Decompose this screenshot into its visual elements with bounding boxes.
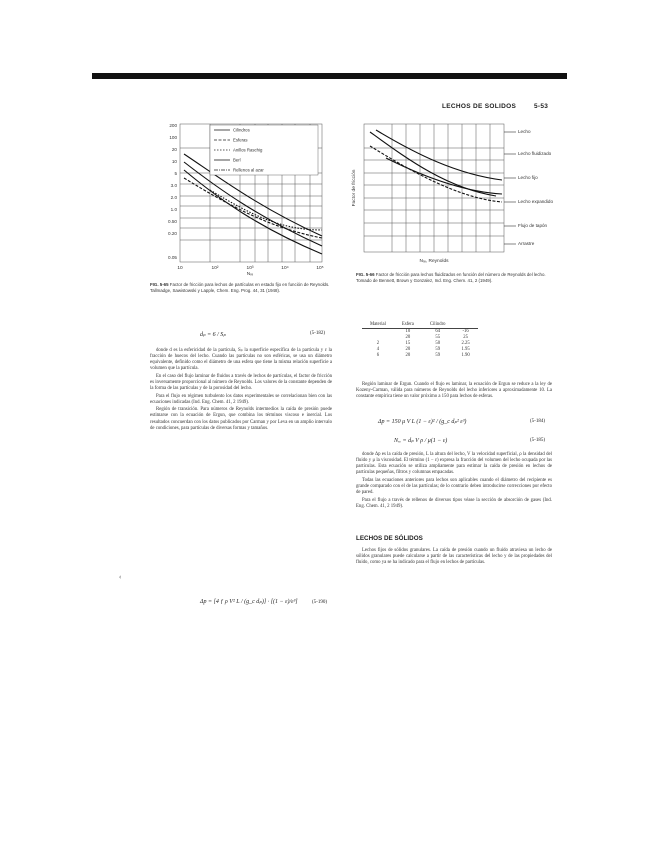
x-tick-label: 10⁵ bbox=[316, 266, 324, 271]
legend-item: Berl bbox=[233, 157, 241, 163]
y-tick-label: 200 bbox=[169, 123, 177, 128]
y-tick-label: 5 bbox=[174, 171, 177, 176]
paragraph: donde d es la esfericidad de la partícula, Sₚ la superficie específica de la partícula y ε la fracción de huecos del lecho. Cuando las partículas no son esféricas, se usa un diámetro equivalente, definido como el diámetro de una esfera que tiene la misma relación superficie a volumen que la partícula. bbox=[150, 348, 332, 372]
region-label: Lecho expandido bbox=[518, 199, 553, 204]
y-tick-label: 0.50 bbox=[168, 219, 177, 224]
legend-item: Cilindros bbox=[233, 127, 250, 133]
x-tick-label: 10² bbox=[211, 266, 219, 271]
legend-item: Anillos Raschig bbox=[233, 147, 263, 153]
equation-3-number: (5-184) bbox=[530, 419, 545, 424]
y-tick-label: 1.0 bbox=[170, 207, 177, 212]
x-tick-label: 10 bbox=[177, 266, 183, 271]
y-tick-label: 2.0 bbox=[170, 195, 177, 200]
paragraph: Región de transición. Para números de Reynolds intermedios la caída de presión puede estimarse con la ecuación de Ergun, que combina los términos viscoso e inercial. Los resultados concuerdan con los datos publicados por Carman y por Leva en un amplio intervalo de condiciones, para partículas de diversas formas y tamaños. bbox=[150, 407, 332, 431]
table-row: 20 55 25 bbox=[405, 335, 468, 340]
y-axis-title: Factor de fricción bbox=[352, 169, 357, 207]
figure-left-caption bbox=[150, 282, 330, 293]
x-axis-title: Nᵣₑ, Reynolds bbox=[419, 259, 449, 264]
right-text-block-2 bbox=[356, 452, 552, 511]
equation-1-number: (5-182) bbox=[310, 331, 325, 336]
region-label: Lecho fluidizado bbox=[518, 151, 552, 156]
table-row: 6 20 59 1.90 bbox=[376, 353, 470, 358]
equation-4-number: (5-185) bbox=[530, 438, 545, 443]
region-label: Lecho bbox=[518, 129, 531, 134]
figure-left-chart bbox=[150, 118, 330, 276]
x-axis-title: Nᵣₑ bbox=[246, 272, 254, 276]
y-tick-label: 0.20 bbox=[168, 231, 177, 236]
figure-right-caption bbox=[356, 272, 552, 283]
margin-mark: ‹ bbox=[119, 573, 122, 581]
y-tick-label: 3.0 bbox=[170, 183, 177, 188]
table-header: Cilindro bbox=[422, 322, 454, 329]
paragraph: Región laminar de Ergun. Cuando el flujo es laminar, la ecuación de Ergun se reduce a la ley de Kozeny-Carman, válida para números de Reynolds del lecho inferiores a aproximadamente 10. La constante empírica tiene un valor próximo a 150 para lechos de esferas. bbox=[356, 382, 552, 400]
legend-item: Rellenos al azar bbox=[233, 167, 264, 173]
x-tick-label: 10³ bbox=[246, 266, 254, 271]
table-row: 4 20 59 1.95 bbox=[376, 347, 470, 352]
equation-2: Δp = [4 ƒ ρ V² L / (g_c dₚ)] · [(1 − ε)/ε³] bbox=[200, 599, 298, 605]
properties-table bbox=[362, 322, 478, 359]
table-header: Material bbox=[362, 322, 394, 329]
table-row: 10 64 -16 bbox=[405, 329, 469, 334]
region-label: Flujo de tapón bbox=[518, 223, 548, 228]
y-tick-label: 100 bbox=[169, 135, 177, 140]
equation-4: Nᵣₑ = dₚ V ρ / μ(1 − ε) bbox=[394, 438, 448, 444]
caption-text: Factor de fricción para lechos de partículas en estado fijo en función de Reynolds. Tallmadge, Sawistowski y Lapple, Chem. Eng. Prog. 44, 31 (1948). bbox=[150, 282, 330, 293]
paragraph: Lechos fijos de sólidos granulares. La caída de presión cuando un fluido atraviesa un lecho de sólidos granulares puede calcularse a partir de las características del lecho y de las propiedades del fluido, como ya se ha indicado para el flujo en lechos de partículas. bbox=[356, 548, 552, 566]
equation-1: dₚ = 6 / Sₚ bbox=[200, 332, 226, 338]
table-row: 2 15 50 2.25 bbox=[376, 341, 470, 346]
running-head: LECHOS DE SOLIDOS bbox=[442, 103, 517, 110]
paragraph: Para el flujo en régimen turbulento los datos experimentales se correlacionan bien con las ecuaciones indicadas (Ind. Eng. Chem. 41, 2 1949). bbox=[150, 393, 332, 405]
right-text-block-1 bbox=[356, 382, 552, 402]
paragraph: donde Δp es la caída de presión, L la altura del lecho, V la velocidad superficial, ρ la densidad del fluido y μ la viscosidad. El término (1 − ε) expresa la fracción del volumen del lecho ocupada por las partículas. Esta ecuación se utiliza ampliamente para estimar la caída de presión en lechos de partículas pequeñas, filtros y columnas empacadas. bbox=[356, 452, 552, 476]
caption-label: FIG. 5-65 bbox=[150, 282, 169, 287]
paragraph: Todas las ecuaciones anteriores para lechos son aplicables cuando el diámetro del recipiente es grande comparado con el de las partículas; de lo contrario deben introducirse correcciones por efecto de pared. bbox=[356, 477, 552, 496]
y-tick-label: 10 bbox=[171, 159, 177, 164]
figure-right-chart bbox=[346, 118, 556, 268]
equation-3: Δp = 150 μ V L (1 − ε)² / (g_c dₚ² ε³) bbox=[378, 419, 467, 425]
x-tick-label: 10⁴ bbox=[281, 266, 289, 271]
left-text-column bbox=[150, 348, 332, 433]
right-text-block-3 bbox=[356, 548, 552, 568]
paragraph: En el caso del flujo laminar de fluidos a través de lechos de partículas, el factor de fricción es inversamente proporcional al número de Reynolds. Los valores de la constante dependen de la forma de las partículas y de la porosidad del lecho. bbox=[150, 373, 332, 392]
paragraph: Para el flujo a través de rellenos de diversos tipos véase la sección de absorción de gases (Ind. Eng. Chem. 41, 2 1949). bbox=[356, 497, 552, 509]
y-tick-label: 0.05 bbox=[168, 255, 177, 260]
y-tick-label: 20 bbox=[171, 147, 177, 152]
caption-text: Factor de fricción para lechos fluidizados en función del número de Reynolds del lecho. Tomado de Bennett, Brown y Gonzalez, Ind. Eng. Chem. 41, 2 (1949). bbox=[356, 272, 546, 283]
page-number: 5-53 bbox=[534, 103, 549, 110]
caption-label: FIG. 5-66 bbox=[356, 272, 375, 277]
region-label: Arrastre bbox=[518, 241, 535, 246]
region-label: Lecho fijo bbox=[518, 175, 538, 180]
header-rule bbox=[92, 73, 567, 79]
legend-item: Esferas bbox=[233, 137, 248, 143]
section-title: LECHOS DE SÓLIDOS bbox=[356, 535, 423, 542]
table-header: Esfera bbox=[394, 322, 422, 329]
equation-2-number: (5-190) bbox=[312, 600, 327, 605]
